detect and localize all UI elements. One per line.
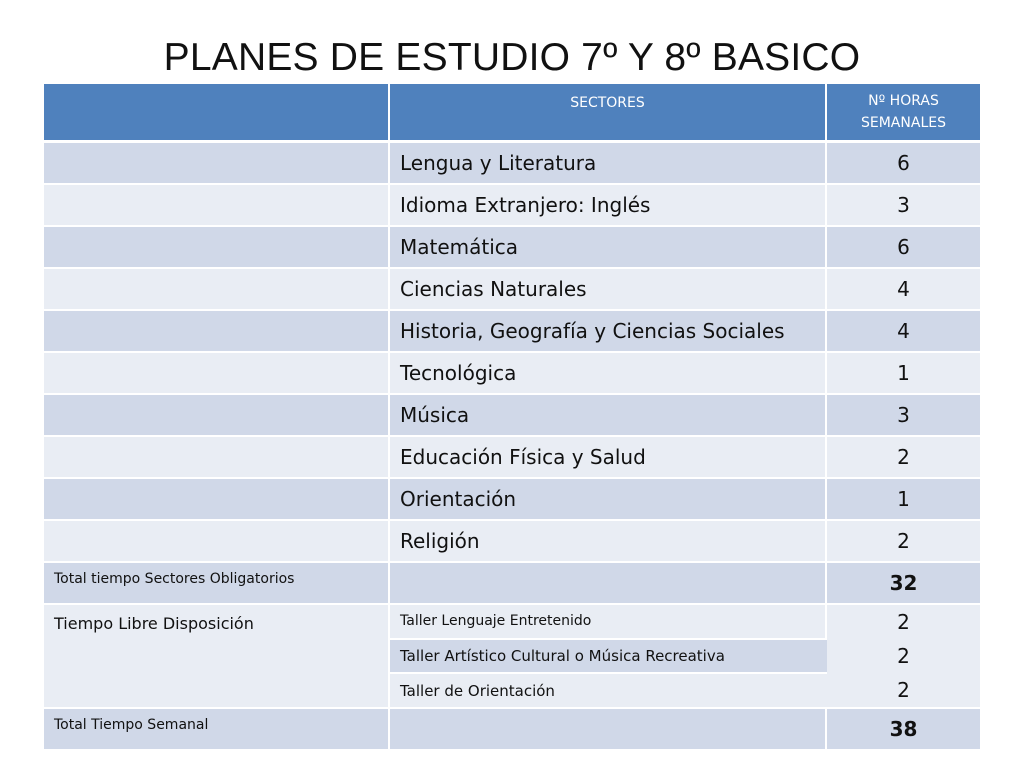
table-row	[44, 143, 980, 185]
row-empty-cell	[390, 709, 827, 749]
table-row	[44, 311, 980, 353]
subject-hours: 3	[827, 395, 980, 437]
table-row	[44, 437, 980, 479]
row-empty-cell	[44, 521, 390, 563]
row-empty-cell	[390, 563, 827, 605]
subject-hours: 2	[827, 521, 980, 563]
workshop-name: Taller Lenguaje Entretenido	[390, 605, 827, 640]
subject-name: Matemática	[390, 227, 827, 269]
subject-hours: 6	[827, 143, 980, 185]
workshop-hours: 2	[897, 678, 910, 702]
subject-hours: 1	[827, 479, 980, 521]
table-header-row	[44, 84, 980, 143]
table-row	[44, 521, 980, 563]
page-title: PLANES DE ESTUDIO 7º Y 8º BASICO	[163, 36, 861, 79]
table-row	[44, 227, 980, 269]
subject-name: Religión	[390, 521, 827, 563]
table-row	[44, 353, 980, 395]
workshop-hours: 2	[897, 610, 910, 634]
total-semanal-label: Total Tiempo Semanal	[44, 709, 390, 749]
workshop-hours-stack	[827, 605, 980, 709]
subject-name: Educación Física y Salud	[390, 437, 827, 479]
libre-disposicion-label: Tiempo Libre Disposición	[44, 605, 390, 709]
header-horas-line1: Nº HORAS	[868, 93, 939, 109]
row-empty-cell	[44, 311, 390, 353]
subject-hours: 1	[827, 353, 980, 395]
subject-name: Idioma Extranjero: Inglés	[390, 185, 827, 227]
header-horas-line2: SEMANALES	[861, 115, 946, 131]
subject-name: Ciencias Naturales	[390, 269, 827, 311]
total-obligatorios-row	[44, 563, 980, 605]
total-obligatorios-hours: 32	[827, 563, 980, 605]
total-semanal-row	[44, 709, 980, 749]
total-semanal-hours: 38	[827, 709, 980, 749]
workshop-name: Taller de Orientación	[390, 674, 827, 709]
subject-hours: 4	[827, 311, 980, 353]
row-empty-cell	[44, 353, 390, 395]
table-row	[44, 479, 980, 521]
subject-hours: 6	[827, 227, 980, 269]
workshop-name: Taller Artístico Cultural o Música Recreativa	[390, 640, 827, 675]
table-row	[44, 185, 980, 227]
header-sectores: SECTORES	[390, 84, 827, 143]
table-row	[44, 269, 980, 311]
header-empty-cell	[44, 84, 390, 143]
total-obligatorios-label: Total tiempo Sectores Obligatorios	[44, 563, 390, 605]
libre-disposicion-row	[44, 605, 980, 640]
row-empty-cell	[44, 437, 390, 479]
header-horas	[827, 84, 980, 143]
study-plan-table	[44, 84, 980, 749]
subject-name: Tecnológica	[390, 353, 827, 395]
subject-hours: 2	[827, 437, 980, 479]
workshop-hours: 2	[897, 644, 910, 668]
subject-name: Orientación	[390, 479, 827, 521]
subject-hours: 4	[827, 269, 980, 311]
subject-name: Historia, Geografía y Ciencias Sociales	[390, 311, 827, 353]
subject-name: Lengua y Literatura	[390, 143, 827, 185]
row-empty-cell	[44, 185, 390, 227]
subject-name: Música	[390, 395, 827, 437]
row-empty-cell	[44, 269, 390, 311]
row-empty-cell	[44, 479, 390, 521]
row-empty-cell	[44, 227, 390, 269]
row-empty-cell	[44, 395, 390, 437]
subject-hours: 3	[827, 185, 980, 227]
row-empty-cell	[44, 143, 390, 185]
table-row	[44, 395, 980, 437]
